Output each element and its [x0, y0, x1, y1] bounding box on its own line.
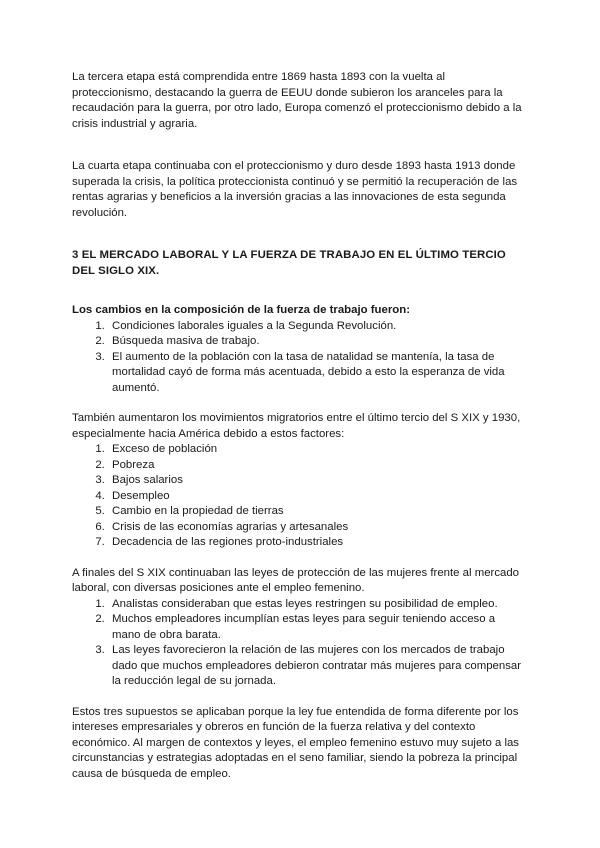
list-item: 1. Analistas consideraban que estas leyes restringen su posibilidad de empleo.: [108, 597, 522, 613]
list-item: 4. Desempleo: [108, 489, 522, 505]
list-item: 1. Exceso de población: [108, 442, 522, 458]
paragraph-migraciones: También aumentaron los movimientos migratorios entre el último tercio del S XIX y 1930, especialmente hacia América debido a estos factores:: [72, 412, 521, 440]
paragraph-cuarta-etapa: La cuarta etapa continuaba con el proteccionismo y duro desde 1893 hasta 1913 donde superada la crisis, la política proteccionista continuó y se permitió la recuperación de las rentas agrarias y beneficios a la inversión gracias a las innovaciones de esta segunda revolución.: [72, 160, 518, 219]
list-item: 3. Bajos salarios: [108, 473, 522, 489]
posiciones-list: [72, 597, 522, 690]
list-item: 1. Condiciones laborales iguales a la Segunda Revolución.: [108, 319, 522, 335]
paragraph-tercera-etapa: La tercera etapa está comprendida entre 1869 hasta 1893 con la vuelta al proteccionismo, destacando la guerra de EEUU donde subieron los aranceles para la recaudación para la guerra, por otro lado, Europa comenzó el proteccionismo debido a la crisis industrial y agraria.: [72, 71, 522, 130]
list-item: 7. Decadencia de las regiones proto-industriales: [108, 535, 522, 551]
list-item: 2. Búsqueda masiva de trabajo.: [108, 334, 522, 350]
paragraph-conclusion: Estos tres supuestos se aplicaban porque la ley fue entendida de forma diferente por los intereses empresariales y obreros en función de la fuerza relativa y del contexto económico. Al margen de contextos y leyes, el empleo femenino estuvo muy sujeto a las circunstancias y estrategias adoptadas en el seno familiar, siendo la pobreza la principal causa de búsqueda de empleo.: [72, 705, 520, 780]
list-item: 6. Crisis de las economías agrarias y artesanales: [108, 520, 522, 536]
cambios-subheading: Los cambios en la composición de la fuerza de trabajo fueron:: [72, 304, 410, 316]
factores-list: [72, 442, 522, 551]
document-page: [72, 70, 522, 782]
section-heading: 3 EL MERCADO LABORAL Y LA FUERZA DE TRABAJO EN EL ÚLTIMO TERCIO DEL SIGLO XIX.: [72, 249, 506, 277]
cambios-list: [72, 319, 522, 397]
paragraph-leyes: A finales del S XIX continuaban las leyes de protección de las mujeres frente al mercado laboral, con diversas posiciones ante el empleo femenino.: [72, 566, 520, 594]
list-item: 2. Pobreza: [108, 458, 522, 474]
list-item: 2. Muchos empleadores incumplían estas leyes para seguir teniendo acceso a mano de obra barata.: [108, 612, 522, 643]
list-item: 5. Cambio en la propiedad de tierras: [108, 504, 522, 520]
list-item: 3. Las leyes favorecieron la relación de las mujeres con los mercados de trabajo dado que muchos empleadores debieron contratar más mujeres para compensar la reducción legal de su jornada.: [108, 643, 522, 690]
list-item: 3. El aumento de la población con la tasa de natalidad se mantenía, la tasa de mortalidad cayó de forma más acentuada, debido a esto la esperanza de vida aumentó.: [108, 350, 522, 397]
